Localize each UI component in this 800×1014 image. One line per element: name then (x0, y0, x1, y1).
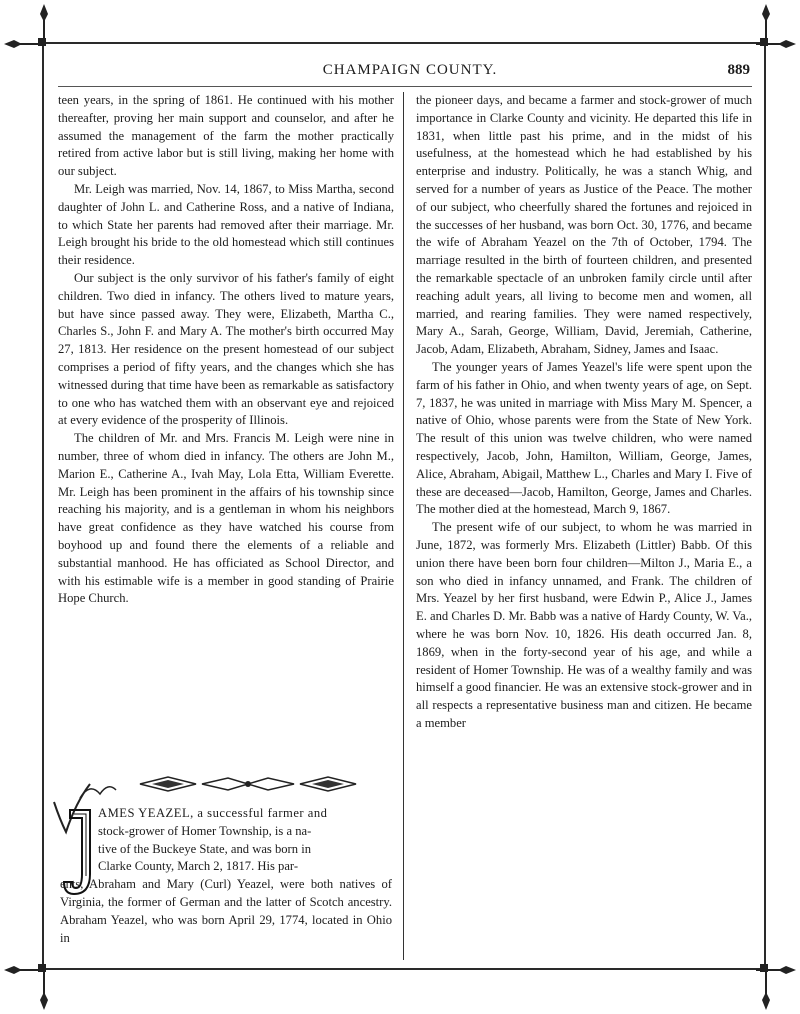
paragraph: The younger years of James Yeazel's life were spent upon the farm of his father in Ohio, and when twenty years of age, on Sept. 7, 1837, he was united in marriage with Miss Mary M. Spencer, a native of Ohio, whose parents were from the State of New York. The result of this union was twelve children, who were named respectively, Jacob, John, Hamilton, William, George, James, Alice, Abraham, Abigail, Matthew L., Charles and Mary I. Five of these are deceased—Jacob, Hamilton, George, James and Charles. The mother died at the homestead, March 9, 1867. (416, 359, 752, 517)
frame-top-rule (42, 42, 766, 44)
frame-top-inner-rule (58, 86, 752, 87)
page-number: 889 (727, 62, 750, 78)
paragraph: Our subject is the only survivor of his father's family of eight children. Two died in infancy. The others lived to mature years, but have since passed away. They were, Elizabeth, Martha C., Charles S., John F. and Mary A. The mother's birth occurred May 27, 1813. Her residence on the present homestead of our subject comprises a period of fifty years, and the changes which she has witnessed during that time have been as remarkable as satisfactory to one who has watched them with an observant eye and rejoiced at every evidence of the prosperity of Illinois. (58, 270, 394, 428)
paragraph: the pioneer days, and became a farmer and stock-grower of much importance in Clarke County and vicinity. He departed this life in 1831, when little past his prime, and in the midst of his usefulness, at the homestead which he had established by his enterprise and industry. Politically, he was a stanch Whig, and served for a number of years as Justice of the Peace. The mother of our subject, who cheerfully shared the fortunes and rejoiced in the successes of her husband, was born Oct. 30, 1776, and became the wife of Abraham Yeazel on the 7th of October, 1794. The marriage resulted in the birth of fourteen children, and presented the remarkable spectacle of an unbroken family circle until after reaching adult years, all living to become men and women, all married, and rearing families. They were named respectively, Mary A., Sarah, George, William, David, Jeremiah, Catherine, Jacob, Adam, Elizabeth, Abraham, Sidney, James and Isaac. (416, 93, 752, 357)
biography-line: AMES YEAZEL, a successful farmer and (98, 806, 328, 820)
paragraph: The present wife of our subject, to whom he was married in June, 1872, was formerly Mrs. Elizabeth (Littler) Babb. Of this union there have been born four children—Milton J., Maria E., a son who died in infancy unnamed, and Frank. The children of Mrs. Yeazel by her first husband, were Edwin P., Alice J., James E. and Charles D. Mr. Babb was a native of Hardy County, W. Va., where he was born Nov. 10, 1826. His death occurred Jan. 8, 1869, when in the forty-second year of his age, and while a resident of Homer Township. He was of a wealthy family and was himself a good financier. He was an extensive stock-grower and in all respects a representative business man and citizen. He became a member (416, 520, 752, 730)
right-column (416, 92, 752, 733)
paragraph: The children of Mr. and Mrs. Francis M. Leigh were nine in number, three of whom died in infancy. The others are John M., Marion E., Catherine A., Ivah May, Lola Etta, William Everette. Mr. Leigh has been prominent in the affairs of his township since reaching his majority, and is a gentleman in whom his neighbors have great confidence as they have watched his course from boyhood up and found there the elements of a reliable and substantial manhood. He has officiated as School Director, and with his estimable wife is a member in good standing of Prairie Hope Church. (58, 431, 394, 606)
frame-right-rule (764, 42, 766, 970)
frame-left-rule (42, 42, 44, 970)
biography-section (60, 805, 392, 947)
corner-square-icon (760, 964, 768, 972)
paragraph: teen years, in the spring of 1861. He continued with his mother thereafter, proving her main support and counselor, and after he assumed the management of the farm the mother practically retired from active labor but is still living, making her home with our subject. (58, 93, 394, 179)
paragraph: Mr. Leigh was married, Nov. 14, 1867, to Miss Martha, second daughter of John L. and Catherine Ross, and a native of Indiana, to which State her parents had removed after their marriage. Mr. Leigh brought his bride to the old homestead which still continues their residence. (58, 181, 394, 268)
page-header (60, 60, 760, 84)
corner-square-icon (760, 38, 768, 46)
column-divider (403, 92, 404, 960)
running-title: CHAMPAIGN COUNTY. (322, 62, 498, 78)
left-column (58, 92, 394, 608)
corner-square-icon (38, 964, 46, 972)
biography-continuation: ents, Abraham and Mary (Curl) Yeazel, were both natives of Virginia, the former of German and the latter of Scotch ancestry. Abraham Yeazel, who was born April 29, 1774, located in Ohio in (60, 877, 392, 945)
frame-bottom-rule (42, 968, 766, 970)
biography-line: tive of the Buckeye State, and was born in (98, 841, 311, 856)
corner-square-icon (38, 38, 46, 46)
section-ornament-icon (138, 774, 358, 794)
biography-line: Clarke County, March 2, 1817. His par- (98, 859, 299, 874)
biography-line: stock-grower of Homer Township, is a na- (98, 823, 312, 838)
corner-ornament-icon (750, 32, 800, 56)
